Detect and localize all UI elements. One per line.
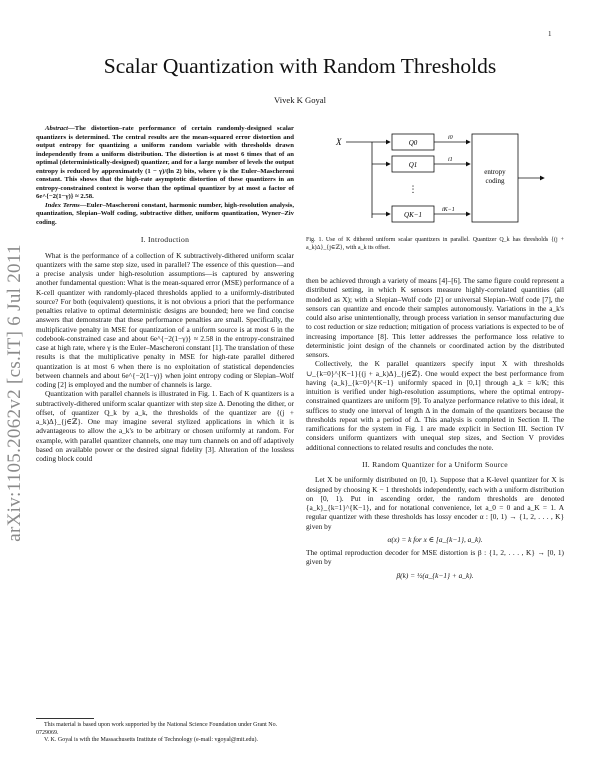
quantizer-q0-label: Q0 [408, 139, 418, 147]
entropy-coding-label-2: coding [485, 177, 505, 185]
arxiv-stamp [2, 228, 28, 558]
figure-1 [306, 130, 564, 230]
entropy-coding-label-1: entropy [484, 168, 506, 176]
page-number: 1 [548, 30, 552, 38]
section-heading-introduction: I. Introduction [140, 235, 190, 244]
abstract [36, 125, 294, 202]
index-terms-text: —Euler–Mascheroni constant, harmonic number, high-resolution analysis, quantization, Slepian–Wolf coding, subtractive dither, uniform quantization, Wyner–Ziv coding. [36, 201, 294, 226]
footnote-line-1: This material is based upon work supported by the National Science Foundation under Grant No. 0729069. [36, 722, 278, 736]
footnote [36, 722, 294, 745]
paper-title: Scalar Quantization with Random Thresholds [103, 54, 497, 78]
section2-paragraph: Let X be uniformly distributed on [0, 1). Suppose that a K-level quantizer for X is designed by choosing K − 1 thresholds independently, each with a uniform distribution on [0, 1). Put in ascending order, the random thresholds are denoted {a_k}_{k=1}^{K−1}, and for notational convenience, let a_0 = 0 and a_K = 1. A regular quantizer with these thresholds has lossy encoder α : [0, 1) → {1, 2, . . . , K} given by [306, 475, 564, 531]
right-paragraph-2: Collectively, the K parallel quantizers specify input X with thresholds ∪_{k=0}^{K−1}{(j + a_k)Δ}_{j∈ℤ}. One would expect the best performance from having {a_k}_{k=0}^{K−1} uniformly spaced in [0,1] through a_k = k/K; this intuition is verified under high-resolution assumptions, where the optimal entropy-constrained quantizers are uniform [9]. To analyze performance relative to this ideal, it suffices to study one interval of length Δ in the domain of the quantizers because the thresholds repeat with a period of Δ. This analysis is completed in Section II. The ramifications for the system in Fig. 1 are made explicit in Section III. Section IV considers uniform quantizers with unequal step sizes, and Section V provides additional connections to related results and concludes the note. [306, 359, 564, 452]
quantizer-qk-label: QK−1 [404, 211, 422, 219]
output-i1-label: i1 [448, 157, 453, 163]
index-terms-lead: Index Terms [45, 201, 80, 209]
footnote-rule [36, 718, 94, 719]
output-ik-label: iK−1 [442, 207, 455, 213]
index-terms [36, 202, 294, 228]
abstract-lead: Abstract [45, 125, 69, 132]
intro-paragraph-1: What is the performance of a collection of K subtractively-dithered uniform scalar quantizers with the same step size, used in parallel? The essence of this question—and a precise analysis under high-resolution assumptions—is captured by answering another fundamental question: What is the mean-squared error (MSE) performance of a K-cell quantizer with randomly-placed thresholds applied to a uniformly-distributed source? For both (equivalent) questions, it is not obvious a priori that the performance penalties relative to optimal deterministic designs are bounded; here we find concise answers that demonstrate that these performance penalties are small. Specifically, the multiplicative penalty in MSE for quantization of a uniform source is at most 6 in the codebook-constrained case and about 6e^{−2(1−γ)} ≈ 2.58 in the entropy-constrained case at high rate, where γ is the Euler–Mascheroni constant [1]. The translation of these results is that the multiplicative penalty in MSE for high-rate parallel dithered quantization is at most 6 when there is no exploitation of statistical dependencies between channels and about 6e^{−2(1−γ)} when joint entropy coding or Slepian–Wolf coding [2] is employed and the number of channels is large. [36, 250, 294, 390]
output-i0-label: i0 [448, 135, 453, 141]
footnote-line-2: V. K. Goyal is with the Massachusetts Institute of Technology (e-mail: vgoyal@mit.edu). [44, 737, 259, 744]
input-x-label: X [336, 137, 342, 147]
equation-encoder: α(x) = k for x ∈ [a_{k−1}, a_k). [387, 534, 483, 544]
right-paragraph-1: then be achieved through a variety of means [4]–[6]. The same figure could represent a distributed setting, in which K sensors measure highly-correlated quantities (all modeled as X); with a Slepian–Wolf code [2] or universal Slepian–Wolf code [7], the sensors can quantize and encode their samples autonomously. Variations in the a_k's could also arise unintentionally, through process variation in sensor manufacturing due to cost reduction or size reduction; mitigation of process variations is expected to be of increasing importance [8]. This letter addresses the performance loss relative to deterministic joint design of the channels or coordinated action by the distributed sensors. [306, 276, 564, 359]
intro-paragraph-2: Quantization with parallel channels is illustrated in Fig. 1. Each of K quantizers is a subtractively-dithered uniform scalar quantizer with step size Δ. Denoting the dither, or offset, of quantizer Q_k by a_k, the thresholds of the quantizer are {(j + a_k)Δ}_{j∈ℤ}. One may imagine several stylized applications in which it is advantageous to allow the a_k's to be arbitrary or chosen uniformly at random. For example, with parallel quantizer channels, one may turn channels on and off adaptively based on available power or the desired signal fidelity [3]. Alteration of the lossless coding block could [36, 389, 294, 464]
quantizer-dots: ⋮ [408, 185, 418, 195]
right-column [306, 276, 564, 761]
author: Vivek K Goyal [274, 95, 326, 105]
left-column [36, 125, 294, 715]
figure-1-diagram [306, 130, 564, 230]
equation-decoder: β(k) = ½(a_{k−1} + a_k). [396, 570, 474, 580]
arxiv-id: arXiv:1105.2062v2 [cs.IT] 6 Jul 2011 [4, 244, 25, 542]
section-heading-random-quantizer: II. Random Quantizer for a Uniform Source [362, 459, 508, 469]
quantizer-q1-label: Q1 [408, 161, 418, 169]
decoder-text: The optimal reproduction decoder for MSE distortion is β : {1, 2, . . . , K} → [0, 1) given by [306, 548, 564, 567]
figure-1-caption: Fig. 1. Use of K dithered uniform scalar quantizers in parallel. Quantizer Q_k has thresholds {(j + a_k)Δ}_{j∈ℤ}, with a_k its offset. [306, 237, 564, 251]
abstract-text: —The distortion–rate performance of certain randomly-designed scalar quantizers is determined. The central results are the mean-squared error distortion and output entropy for quantizing a uniform random variable with thresholds drawn independently from a uniform distribution. The distortion is at most 6 times that of an optimal (deterministically-designed) quantizer, and for a large number of levels the output entropy is reduced by approximately (1 − γ)/(ln 2) bits, where γ is the Euler–Mascheroni constant. This shows that the high-rate asymptotic distortion of these quantizers in an entropy-constrained context is worse than the optimal quantizer by at most a factor of 6e^{−2(1−γ)} ≈ 2.58. [36, 125, 294, 200]
